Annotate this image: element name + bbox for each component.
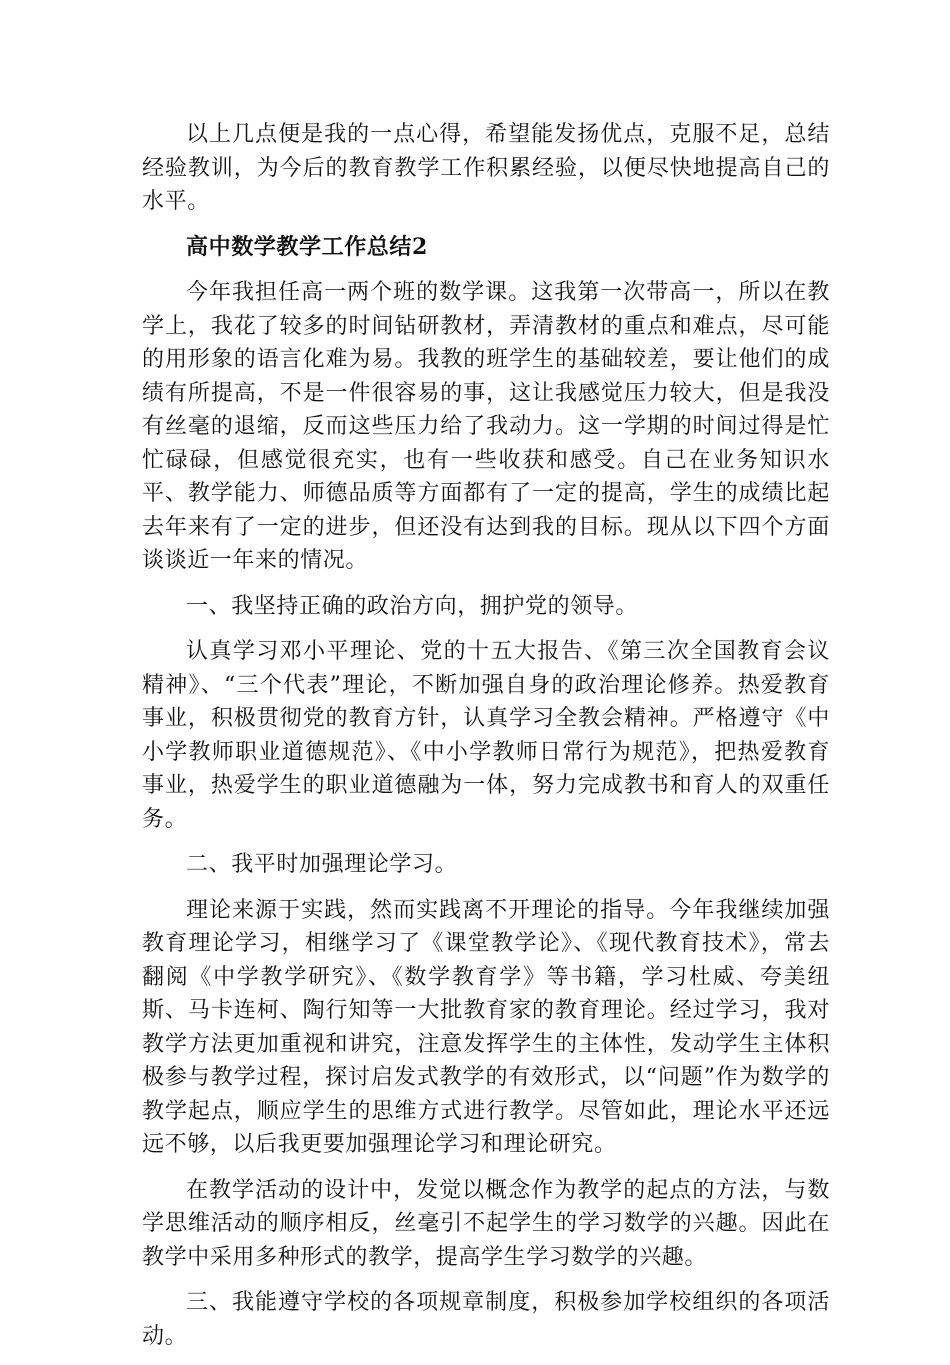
paragraph-intro: 今年我担任高一两个班的数学课。这我第一次带高一，所以在教学上，我花了较多的时间钻研教材，弄清教材的重点和难点，尽可能的用形象的语言化难为易。我教的班学生的基础较差，要让他们的成绩有所提高，不是一件很容易的事，这让我感觉压力较大，但是我没有丝毫的退缩，反而这些压力给了我动力。这一学期的时间过得是忙忙碌碌，但感觉很充实，也有一些收获和感受。自己在业务知识水平、教学能力、师德品质等方面都有了一定的提高，学生的成绩比起去年来有了一定的进步，但还没有达到我的目标。现从以下四个方面谈谈近一年来的情况。 [142,280,830,573]
point-two-heading: 二、我平时加强理论学习。 [186,852,458,877]
point-one-heading: 一、我坚持正确的政治方向，拥护党的领导。 [186,593,639,619]
document-page [142,118,830,1365]
paragraph-theory-study: 理论来源于实践，然而实践离不开理论的指导。今年我继续加强教育理论学习，相继学习了《课堂教学论》、《现代教育技术》，常去翻阅《中学教学研究》、《数学教育学》等书籍，学习杜威、夸美纽斯、马卡连柯、陶行知等一大批教育家的教育理论。经过学习，我对教学方法更加重视和讲究，注意发挥学生的主体性，发动学生主体积极参与教学过程，探讨启发式教学的有效形式，以“问题”作为数学的教学起点，顺应学生的思维方式进行教学。尽管如此，理论水平还远远不够，以后我更要加强理论学习和理论研究。 [142,897,830,1157]
paragraph-political-study: 认真学习邓小平理论、党的十五大报告、《第三次全国教育会议精神》、“三个代表”理论，不断加强自身的政治理论修养。热爱教育事业，积极贯彻党的教育方针，认真学习全教会精神。严格遵守《中小学教师职业道德规范》、《中小学教师日常行为规范》，把热爱教育事业，热爱学生的职业道德融为一体，努力完成教书和育人的双重任务。 [142,639,830,832]
section-heading: 高中数学教学工作总结2 [186,233,428,260]
point-three-heading: 三、我能遵守学校的各项规章制度，积极参加学校组织的各项活动。 [142,1290,830,1349]
paragraph-conclusion: 以上几点便是我的一点心得，希望能发扬优点，克服不足，总结经验教训，为今后的教育教学工作积累经验，以便尽快地提高自己的水平。 [142,122,830,214]
paragraph-teaching-design: 在教学活动的设计中，发觉以概念作为教学的起点的方法，与数学思维活动的顺序相反，丝毫引不起学生的学习数学的兴趣。因此在教学中采用多种形式的教学，提高学生学习数学的兴趣。 [142,1177,830,1270]
